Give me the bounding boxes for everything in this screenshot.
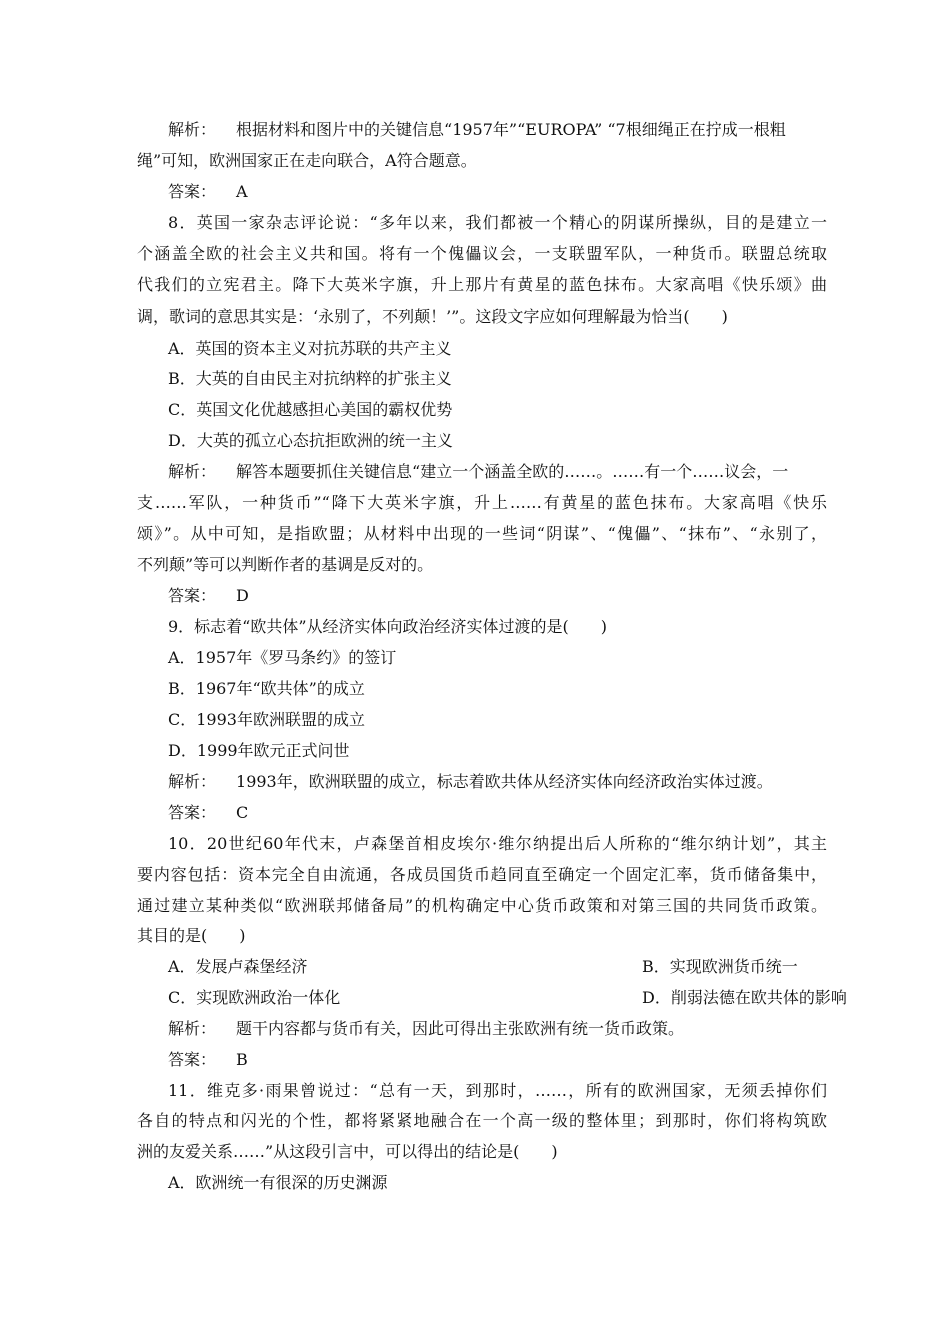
q10-options-row-1 (168, 956, 827, 978)
answer-value: A (236, 182, 248, 201)
analysis-text: 根据材料和图片中的关键信息“1957年”“EUROPA” “7根细绳正在拧成一根粗 (236, 120, 786, 139)
q8-stem-line-2: 个涵盖全欧的社会主义共和国。将有一个傀儡议会，一支联盟军队，一种货币。联盟总统取 (137, 244, 827, 263)
analysis-text: 1993年，欧洲联盟的成立，标志着欧共体从经济实体向经济政治实体过渡。 (236, 772, 773, 791)
q10-options-row-2 (168, 987, 847, 1009)
q8-analysis-line-2: 支……军队，一种货币”“降下大英米字旗，升上……有黄星的蓝色抹布。大家高唱《快乐 (137, 493, 827, 512)
q9-analysis (168, 771, 827, 793)
q8-option-d: D．大英的孤立心态抗拒欧洲的统一主义 (168, 431, 453, 450)
q10-answer (168, 1049, 827, 1071)
q10-stem-line-2: 要内容包括：资本完全自由流通，各成员国货币趋同直至确定一个固定汇率，货币储备集中， (137, 865, 827, 884)
q8-option-a: A．英国的资本主义对抗苏联的共产主义 (168, 339, 452, 358)
q9-option-a: A．1957年《罗马条约》的签订 (168, 648, 397, 667)
answer-label: 答案： (168, 1050, 217, 1069)
analysis-label: 解析： (168, 772, 217, 791)
q9-answer (168, 802, 827, 824)
q11-option-a: A．欧洲统一有很深的历史渊源 (168, 1173, 388, 1192)
answer-value: C (236, 803, 249, 822)
analysis-label: 解析： (168, 1019, 217, 1038)
q8-analysis-line-4: 不列颠”等可以判断作者的基调是反对的。 (137, 555, 434, 574)
q10-analysis (168, 1018, 827, 1040)
analysis-text: 题干内容都与货币有关，因此可得出主张欧洲有统一货币政策。 (236, 1019, 685, 1038)
answer-label: 答案： (168, 182, 217, 201)
q11-stem-line-1: 11．维克多·雨果曾说过：“总有一天，到那时，……，所有的欧洲国家，无须丢掉你们 (168, 1081, 827, 1100)
q10-stem-line-3: 通过建立某种类似“欧洲联邦储备局”的机构确定中心货币政策和对第三国的共同货币政策。 (137, 896, 827, 915)
q11-stem-line-2: 各自的特点和闪光的个性，都将紧紧地融合在一个高一级的整体里；到那时，你们将构筑欧 (137, 1111, 827, 1130)
q10-option-a: A．发展卢森堡经济 (168, 957, 308, 976)
q9-option-c: C．1993年欧洲联盟的成立 (168, 710, 365, 729)
q10-option-b: B．实现欧洲货币统一 (642, 957, 798, 976)
q10-option-c: C．实现欧洲政治一体化 (168, 988, 341, 1007)
q9-stem: 9．标志着“欧共体”从经济实体向政治经济实体过渡的是( ) (168, 617, 608, 636)
q11-stem-line-3: 洲的友爱关系……”从这段引言中，可以得出的结论是( ) (137, 1142, 558, 1161)
q7-analysis-line-2: 绳”可知，欧洲国家正在走向联合，A符合题意。 (137, 151, 477, 170)
q9-option-d: D．1999年欧元正式问世 (168, 741, 350, 760)
q8-answer (168, 585, 827, 607)
q8-option-b: B．大英的自由民主对抗纳粹的扩张主义 (168, 369, 452, 388)
analysis-label: 解析： (168, 120, 217, 139)
q10-stem-line-4: 其目的是( ) (137, 926, 246, 945)
q8-option-c: C．英国文化优越感担心美国的霸权优势 (168, 400, 453, 419)
q8-analysis (168, 461, 827, 483)
q7-analysis (168, 119, 827, 141)
q8-stem-line-4: 调，歌词的意思其实是：‘永别了，不列颠！’”。这段文字应如何理解最为恰当( ) (137, 307, 728, 326)
answer-label: 答案： (168, 586, 217, 605)
q10-stem-line-1: 10．20世纪60年代末，卢森堡首相皮埃尔·维尔纳提出后人所称的“维尔纳计划”，其主 (168, 834, 827, 853)
q10-option-d: D．削弱法德在欧共体的影响 (642, 988, 847, 1007)
answer-label: 答案： (168, 803, 217, 822)
analysis-label: 解析： (168, 462, 217, 481)
analysis-text: 解答本题要抓住关键信息“建立一个涵盖全欧的……。……有一个……议会，一 (236, 462, 789, 481)
q8-stem-line-1: 8．英国一家杂志评论说：“多年以来，我们都被一个精心的阴谋所操纵，目的是建立一 (168, 213, 827, 232)
answer-value: B (236, 1050, 248, 1069)
q7-answer (168, 181, 827, 203)
q8-analysis-line-3: 颂》”。从中可知，是指欧盟；从材料中出现的一些词“阴谋”、“傀儡”、“抹布”、“永别了， (137, 524, 827, 543)
answer-value: D (236, 586, 249, 605)
q8-stem-line-3: 代我们的立宪君主。降下大英米字旗，升上那片有黄星的蓝色抹布。大家高唱《快乐颂》曲 (137, 275, 827, 294)
q9-option-b: B．1967年“欧共体”的成立 (168, 679, 365, 698)
